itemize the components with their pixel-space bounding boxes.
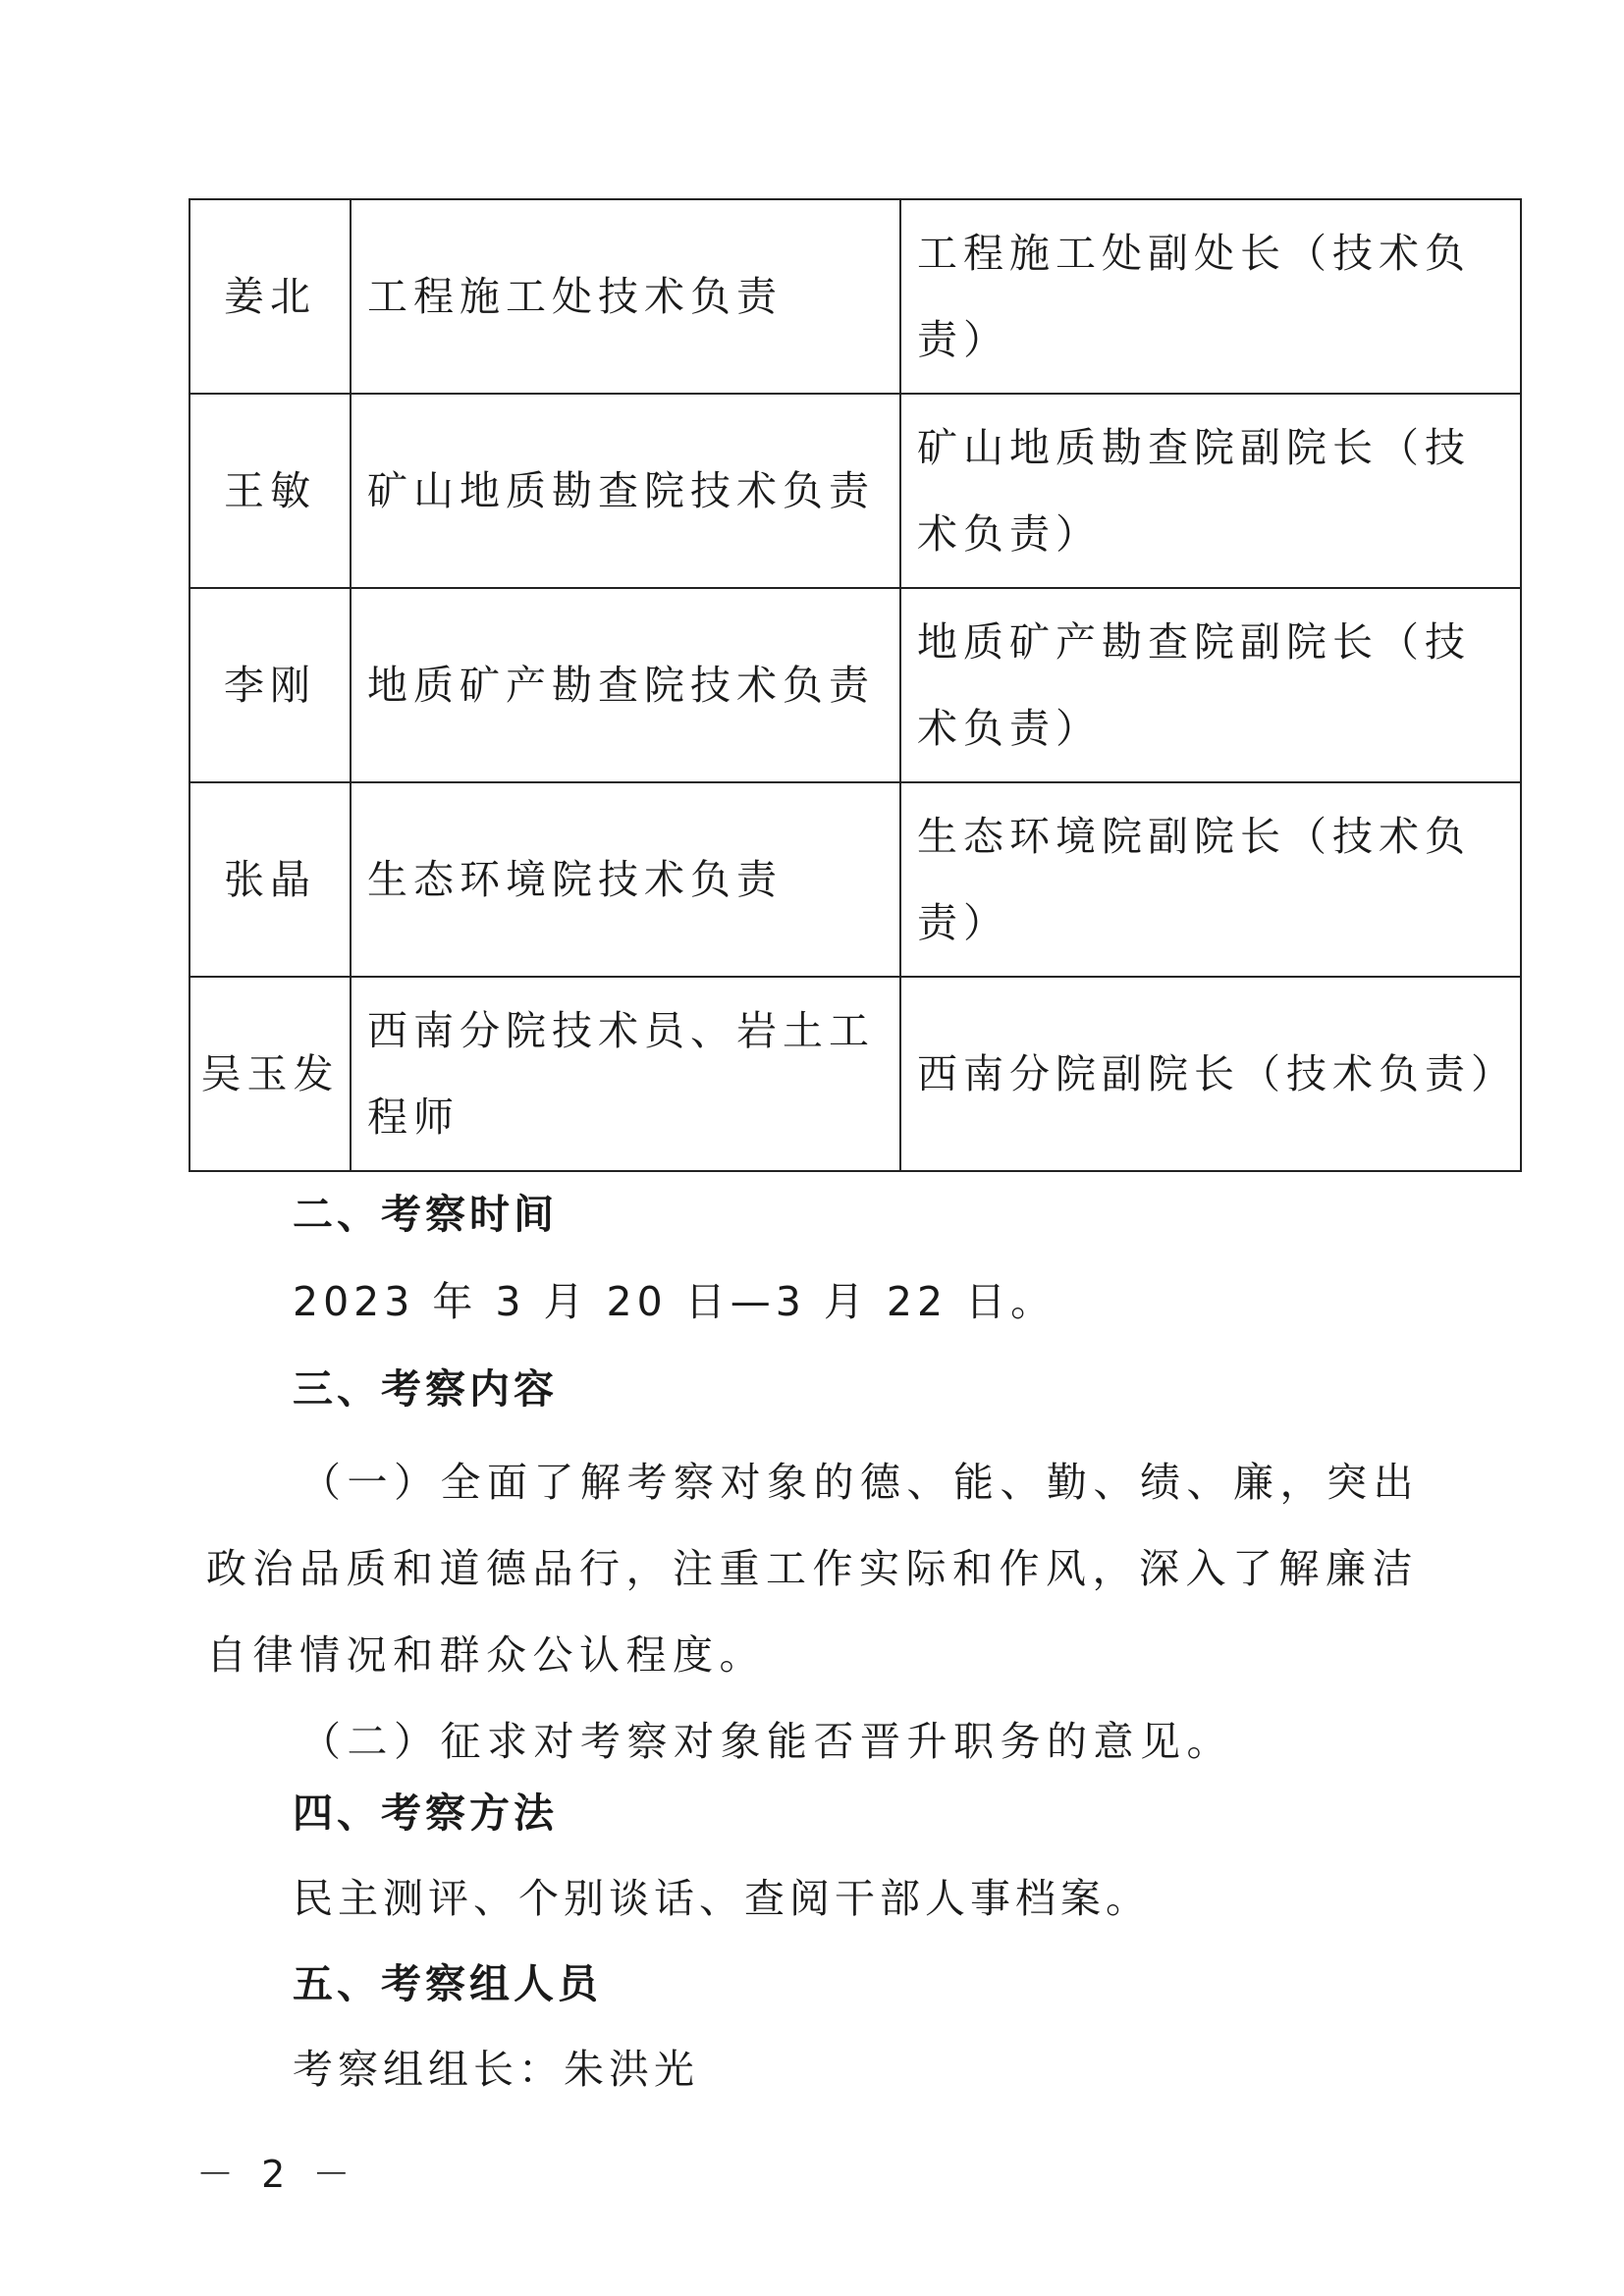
table-row: [189, 782, 1521, 977]
table-row: [189, 394, 1521, 588]
proposed-position: 西南分院副院长（技术负责）: [900, 977, 1521, 1171]
table-row: [189, 588, 1521, 782]
content-items: [206, 1439, 1434, 1785]
current-position: 地质矿产勘查院技术负责: [351, 588, 900, 782]
proposed-position: 工程施工处副处长（技术负责）: [900, 199, 1521, 394]
inspection-period: 2023 年 3 月 20 日—3 月 22 日。: [293, 1278, 1056, 1325]
table-row: [189, 199, 1521, 394]
current-position: 西南分院技术员、岩土工程师: [351, 977, 900, 1171]
table-row: [189, 977, 1521, 1171]
content-item-2: （二）征求对考察对象能否晋升职务的意见。: [300, 1718, 1233, 1765]
proposed-position: 地质矿产勘查院副院长（技术负责）: [900, 588, 1521, 782]
candidate-name: 王敏: [189, 394, 351, 588]
team-leader: 考察组组长：朱洪光: [293, 2046, 699, 2093]
section-heading-time: 二、考察时间: [293, 1191, 558, 1238]
section-heading-content: 三、考察内容: [293, 1365, 558, 1413]
candidate-name: 吴玉发: [189, 977, 351, 1171]
current-position: 生态环境院技术负责: [351, 782, 900, 977]
page-number: － 2 －: [196, 2153, 358, 2196]
current-position: 矿山地质勘查院技术负责: [351, 394, 900, 588]
candidate-name: 姜北: [189, 199, 351, 394]
proposed-position: 矿山地质勘查院副院长（技术负责）: [900, 394, 1521, 588]
section-heading-team: 五、考察组人员: [293, 1960, 602, 2007]
content-item-1: （一）全面了解考察对象的德、能、勤、绩、廉，突出政治品质和道德品行，注重工作实际和作风，深入了解廉洁自律情况和群众公认程度。: [206, 1459, 1420, 1679]
current-position: 工程施工处技术负责: [351, 199, 900, 394]
proposed-position: 生态环境院副院长（技术负责）: [900, 782, 1521, 977]
candidate-name: 张晶: [189, 782, 351, 977]
section-heading-method: 四、考察方法: [293, 1789, 558, 1837]
candidate-table: [189, 198, 1522, 1172]
candidate-name: 李刚: [189, 588, 351, 782]
inspection-method: 民主测评、个别谈话、查阅干部人事档案。: [293, 1875, 1151, 1922]
